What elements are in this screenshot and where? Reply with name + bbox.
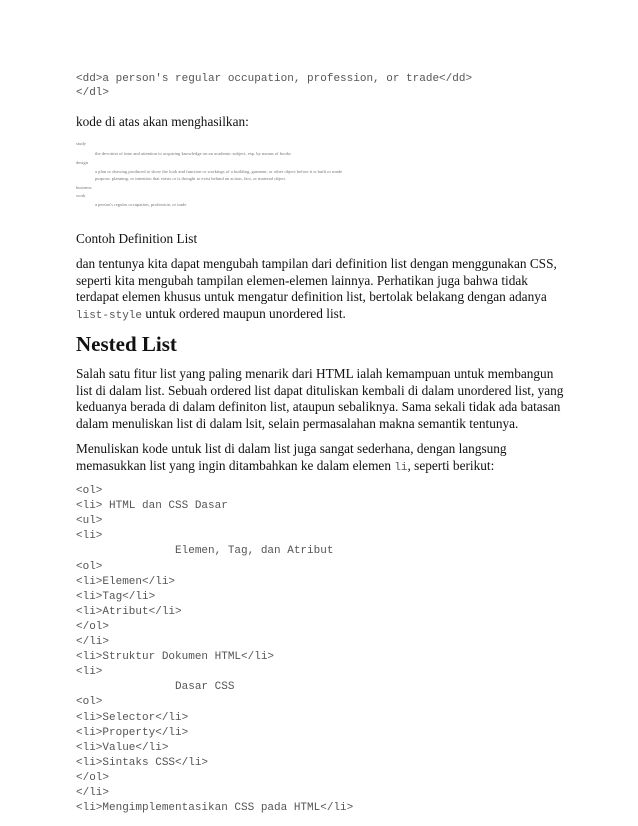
code-line: Dasar CSS bbox=[76, 681, 235, 694]
code-line-dl-close: </dl> bbox=[76, 87, 110, 99]
code-line: </ol> bbox=[76, 620, 110, 633]
paragraph-text-end: untuk ordered maupun unordered list. bbox=[142, 305, 346, 321]
code-line: <ul> bbox=[76, 515, 103, 528]
section-heading: Nested List bbox=[76, 332, 177, 356]
image-caption: Contoh Definition List bbox=[76, 231, 198, 246]
paragraph-text: dan tentunya kita dapat mengubah tampilan dari definition list dengan menggunakan CSS, seperti kita mengubah tampilan elemen-elemen lainnya. Perhatikan juga bahwa tidak terdapat elemen khusus untuk mengatur definition list, bertolak belakang dengan adanya bbox=[76, 256, 557, 304]
dl-term: study bbox=[76, 141, 86, 146]
dl-description: purpose, planning, or intention that exists or is thought to exist behind an action, fact, or material object bbox=[95, 176, 286, 181]
code-line: </li> bbox=[76, 787, 110, 799]
code-line: <li>Tag</li> bbox=[76, 590, 156, 603]
code-line: Elemen, Tag, dan Atribut bbox=[76, 545, 334, 558]
dl-description: the devotion of time and attention to acquiring knowledge on an academic subject, esp. by means of books bbox=[95, 151, 291, 156]
dl-term: work bbox=[76, 193, 86, 198]
code-line: <li>Atribut</li> bbox=[76, 605, 182, 618]
code-line: <li>Struktur Dokumen HTML</li> bbox=[76, 651, 275, 664]
code-line: <li>Value</li> bbox=[76, 741, 169, 754]
code-line: <ol> bbox=[76, 485, 103, 497]
dl-term: design bbox=[76, 160, 88, 165]
paragraph-nested-list-code-intro bbox=[76, 441, 566, 476]
code-line: </li> bbox=[76, 636, 110, 648]
code-line: <li>Elemen</li> bbox=[76, 575, 176, 588]
code-line: <li> bbox=[76, 530, 103, 543]
paragraph-nested-list-intro: Salah satu fitur list yang paling menarik dari HTML ialah kemampuan untuk membangun list di dalam list. Sebuah ordered list dapat dituliskan kembali di dalam unordered list, yang keduanya berada di dalam definiton list, ataupun sebaliknya. Sama sekali tidak ada batasan dalam menuliskan list di dalam lsit, selain permasalahan makna semantik tentunya. bbox=[76, 366, 564, 431]
inline-code-list-style: list-style bbox=[76, 309, 143, 322]
intro-text: kode di atas akan menghasilkan: bbox=[76, 114, 249, 129]
dl-description: a plan or drawing produced to show the look and function or workings of a building, garment, or other object before it is built or made bbox=[95, 169, 343, 174]
paragraph-text-end: , seperti berikut: bbox=[407, 457, 495, 473]
code-line: <li>Selector</li> bbox=[76, 711, 189, 724]
inline-code-li: li bbox=[394, 461, 408, 474]
code-line-dd: <dd>a person's regular occupation, profession, or trade</dd> bbox=[76, 73, 473, 85]
dl-description: a person's regular occupation, profession, or trade bbox=[95, 202, 187, 207]
code-line: <li> bbox=[76, 666, 103, 679]
code-line: <ol> bbox=[76, 560, 103, 573]
code-line: <li>Property</li> bbox=[76, 726, 189, 739]
definition-list-example-image bbox=[76, 141, 381, 217]
code-line: </ol> bbox=[76, 771, 110, 784]
code-line: <ol> bbox=[76, 696, 103, 709]
dl-term: business bbox=[76, 185, 92, 190]
code-line: <li> HTML dan CSS Dasar bbox=[76, 500, 228, 513]
code-line: <li>Mengimplementasikan CSS pada HTML</li> bbox=[76, 802, 354, 815]
paragraph-css-definition-list bbox=[76, 256, 566, 324]
code-line: <li>Sintaks CSS</li> bbox=[76, 756, 209, 769]
paragraph-text: Menuliskan kode untuk list di dalam list juga sangat sederhana, dengan langsung memasukkan list yang ingin ditambahkan ke dalam elemen bbox=[76, 441, 507, 473]
